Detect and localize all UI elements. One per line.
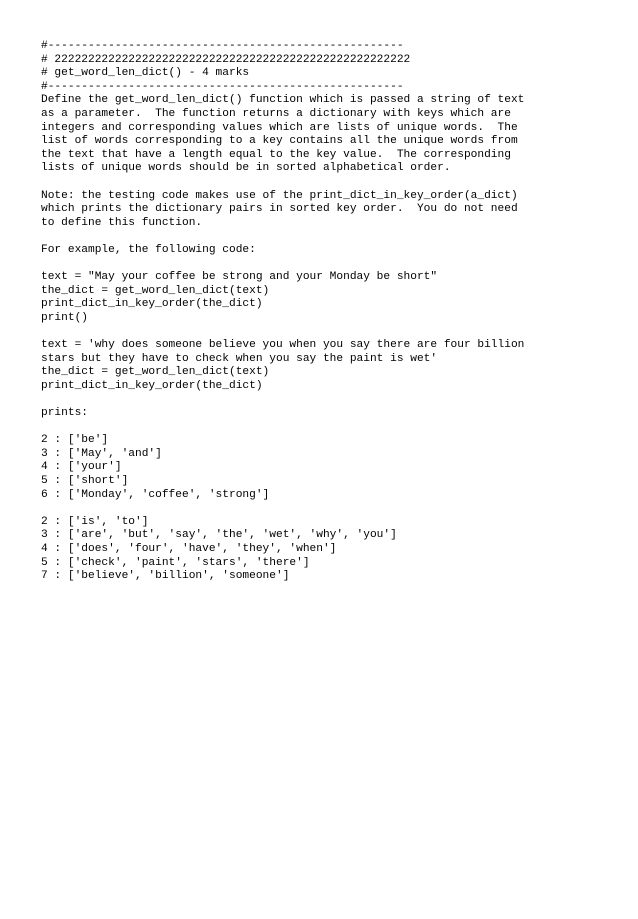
description-line: the text that have a length equal to the key value. The corresponding <box>41 148 511 161</box>
output-line: 7 : ['believe', 'billion', 'someone'] <box>41 570 290 583</box>
description-line: integers and corresponding values which are lists of unique words. The <box>41 121 518 134</box>
note-line: which prints the dictionary pairs in sorted key order. You do not need <box>41 203 518 216</box>
example-intro-paragraph <box>41 244 621 258</box>
note-paragraph <box>41 190 621 231</box>
output-line: 4 : ['your'] <box>41 461 122 474</box>
code-block-2 <box>41 339 621 393</box>
output-line: 2 : ['is', 'to'] <box>41 515 149 528</box>
code-line: text = 'why does someone believe you when you say there are four billion <box>41 339 525 352</box>
output-line: 6 : ['Monday', 'coffee', 'strong'] <box>41 488 270 501</box>
code-line: the_dict = get_word_len_dict(text) <box>41 284 270 297</box>
header-comment-block <box>41 40 621 94</box>
description-line: as a parameter. The function returns a dictionary with keys which are <box>41 107 511 120</box>
output-line: 5 : ['short'] <box>41 475 129 487</box>
output-block-1 <box>41 434 621 502</box>
output-line: 5 : ['check', 'paint', 'stars', 'there'] <box>41 556 310 569</box>
code-line: text = "May your coffee be strong and your Monday be short" <box>41 271 438 284</box>
header-question-title: # get_word_len_dict() - 4 marks <box>41 67 250 80</box>
header-divider-bottom: #----------------------------------------------------- <box>41 80 404 93</box>
note-line: Note: the testing code makes use of the print_dict_in_key_order(a_dict) <box>41 189 518 202</box>
code-line: print_dict_in_key_order(the_dict) <box>41 379 263 392</box>
output-line: 3 : ['May', 'and'] <box>41 447 162 460</box>
example-intro-line: For example, the following code: <box>41 243 256 256</box>
description-line: list of words corresponding to a key contains all the unique words from <box>41 135 518 148</box>
output-line: 4 : ['does', 'four', 'have', 'they', 'when'] <box>41 542 337 555</box>
code-line: the_dict = get_word_len_dict(text) <box>41 366 270 379</box>
code-line: print() <box>41 311 88 324</box>
note-line: to define this function. <box>41 216 203 229</box>
output-line: 3 : ['are', 'but', 'say', 'the', 'wet', 'why', 'you'] <box>41 529 397 542</box>
code-block-1 <box>41 271 621 325</box>
description-line: Define the get_word_len_dict() function which is passed a string of text <box>41 94 525 107</box>
output-line: 2 : ['be'] <box>41 434 109 447</box>
output-block-2 <box>41 516 621 584</box>
prints-label: prints: <box>41 407 88 420</box>
description-line: lists of unique words should be in sorted alphabetical order. <box>41 162 451 175</box>
header-divider-top: #----------------------------------------------------- <box>41 40 404 52</box>
header-question-id: # 22222222222222222222222222222222222222222222222222222 <box>41 53 411 66</box>
document-page <box>41 40 621 597</box>
code-line: print_dict_in_key_order(the_dict) <box>41 298 263 311</box>
code-line: stars but they have to check when you say the paint is wet' <box>41 352 438 365</box>
prints-label-paragraph <box>41 407 621 421</box>
description-paragraph <box>41 94 621 176</box>
